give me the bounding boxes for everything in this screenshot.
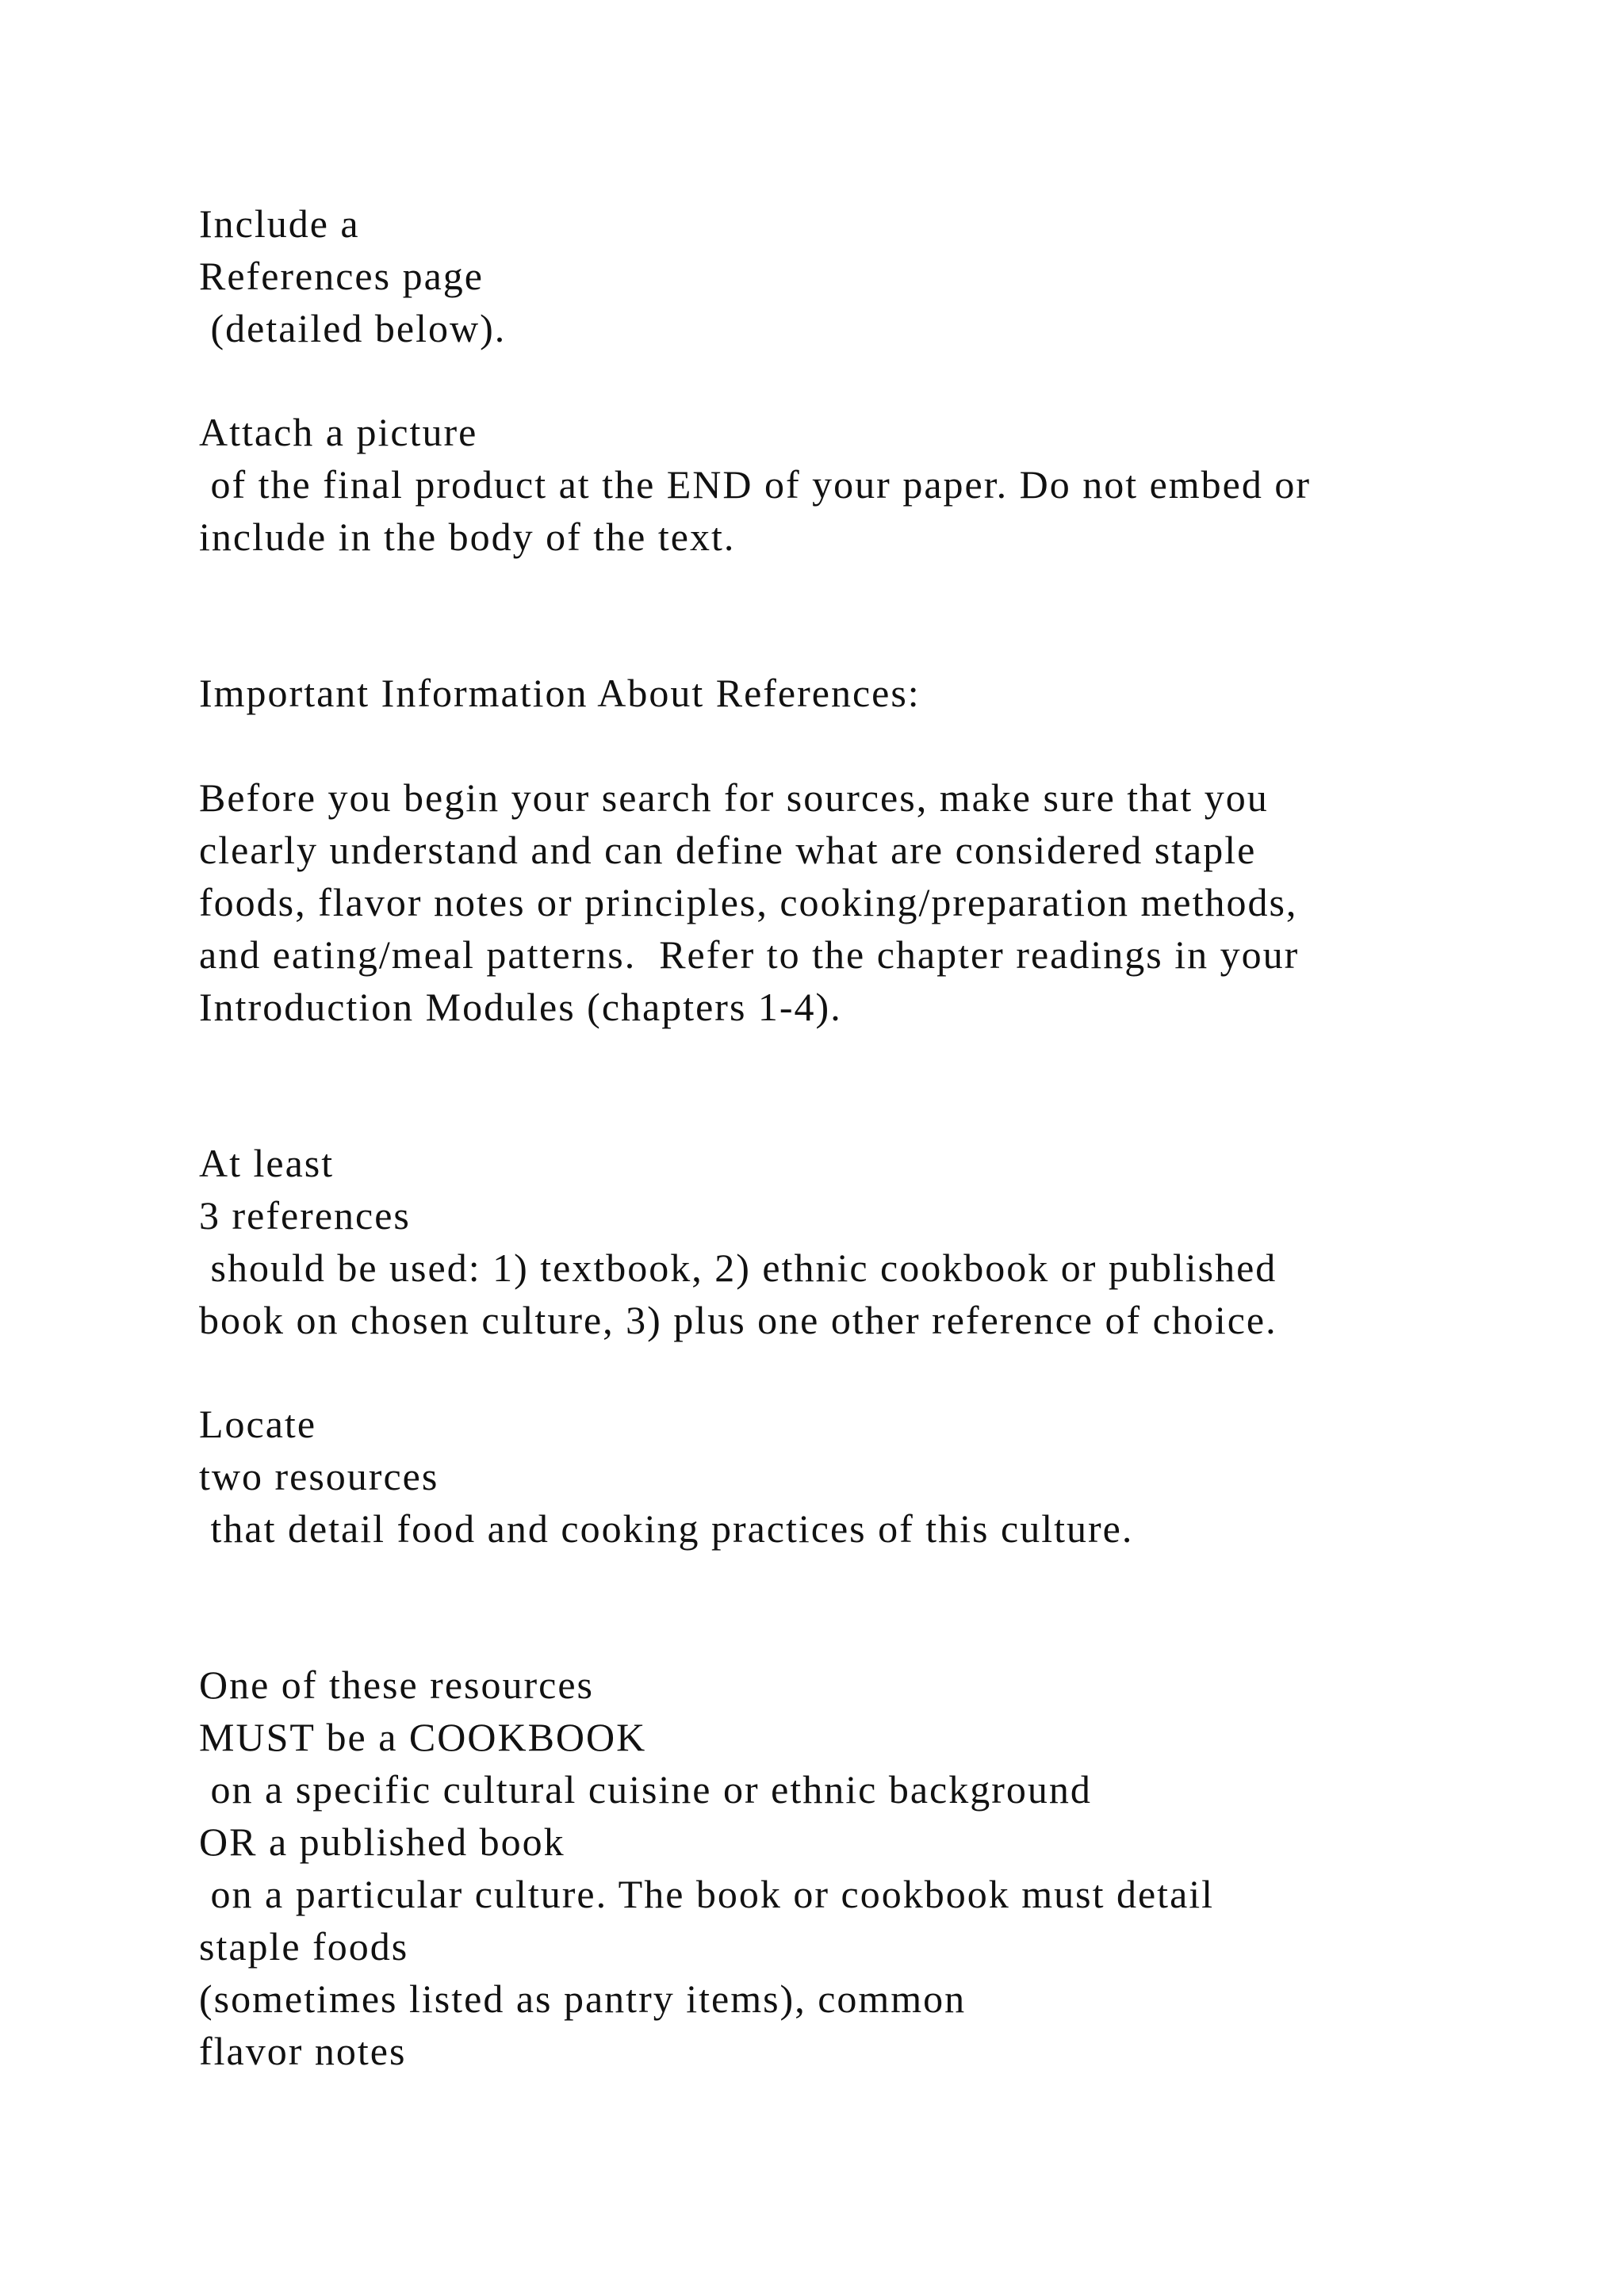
section-heading: Important Information About References:: [199, 671, 921, 715]
text-line: Locate: [199, 1402, 317, 1446]
text-line: foods, flavor notes or principles, cooking/preparation methods,: [199, 880, 1298, 924]
text-line: and eating/meal patterns. Refer to the chapter readings in your: [199, 932, 1300, 977]
text-line: clearly understand and can define what are considered staple: [199, 828, 1257, 872]
text-line: Include a: [199, 201, 360, 246]
text-line: of the final product at the END of your paper. Do not embed or: [199, 462, 1312, 507]
text-line: on a specific cultural cuisine or ethnic background: [199, 1767, 1092, 1812]
text-line: (sometimes listed as pantry items), common: [199, 1976, 967, 2021]
text-line: References page: [199, 254, 484, 298]
text-line: Introduction Modules (chapters 1-4).: [199, 985, 842, 1029]
text-line: book on chosen culture, 3) plus one other reference of choice.: [199, 1298, 1277, 1342]
text-line: MUST be a COOKBOOK: [199, 1715, 647, 1759]
text-line: on a particular culture. The book or cookbook must detail: [199, 1872, 1215, 1916]
text-line: flavor notes: [199, 2029, 407, 2073]
text-line: should be used: 1) textbook, 2) ethnic cookbook or published: [199, 1246, 1277, 1290]
text-line: (detailed below).: [199, 306, 507, 350]
text-line: At least: [199, 1141, 335, 1185]
text-line: two resources: [199, 1454, 439, 1498]
text-line: Attach a picture: [199, 410, 478, 454]
text-line: that detail food and cooking practices of this culture.: [199, 1506, 1134, 1551]
text-line: OR a published book: [199, 1820, 565, 1864]
text-line: Before you begin your search for sources, make sure that you: [199, 775, 1269, 820]
text-line: One of these resources: [199, 1663, 594, 1707]
text-line: staple foods: [199, 1924, 409, 1969]
text-line: 3 references: [199, 1193, 411, 1238]
text-line: include in the body of the text.: [199, 515, 736, 559]
